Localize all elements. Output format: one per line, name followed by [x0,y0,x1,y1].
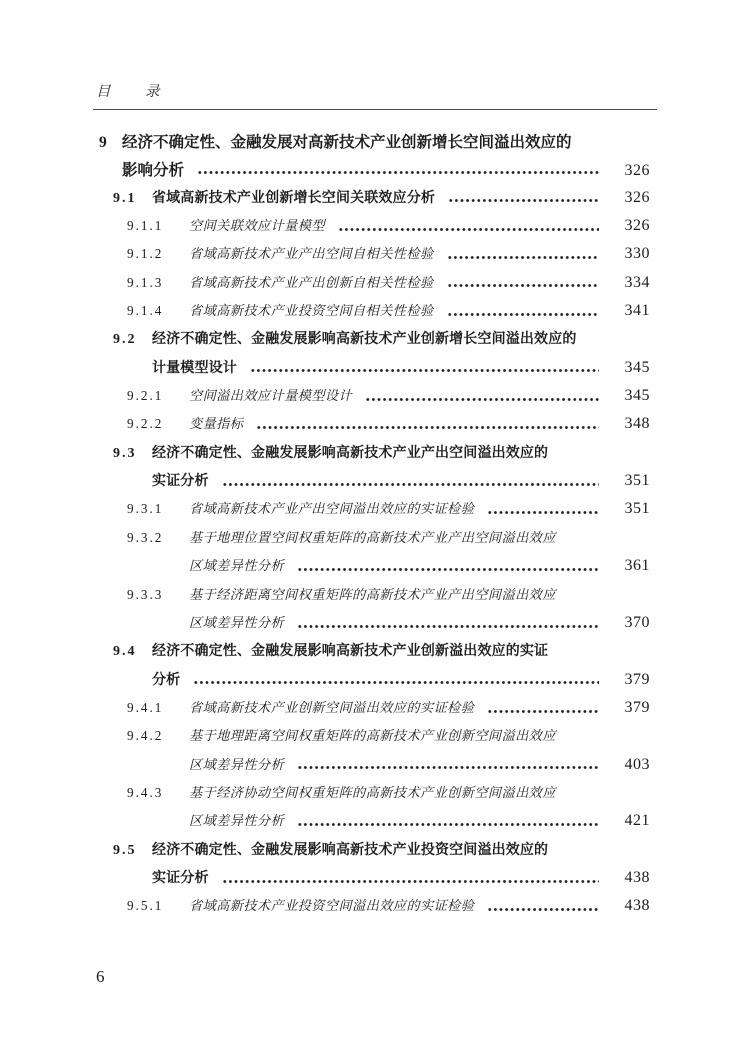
entry-title: 经济不确定性、金融发展影响高新技术产业投资空间溢出效应的 [152,842,549,858]
dot-leader [487,708,599,715]
entry-title: 实证分析 [152,870,209,886]
entry-title: 区域差异性分析 [189,813,285,829]
entry-title: 经济不确定性、金融发展影响高新技术产业产出空间溢出效应的 [152,445,549,461]
entry-page: 326 [624,217,650,235]
entry-title: 基于经济距离空间权重矩阵的高新技术产业产出空间溢出效应 [189,586,556,602]
toc-entry-9-3 [95,442,650,470]
entry-title: 省域高新技术产业投资空间自相关性检验 [189,303,434,319]
entry-number: 9.4 [113,644,137,660]
entry-number: 9.5.1 [127,898,164,914]
entry-page: 351 [624,500,650,518]
entry-title: 计量模型设计 [152,360,237,376]
toc-entry-9 [95,130,650,158]
toc-entry-9-4 [95,640,650,668]
entry-number: 9.3.3 [127,586,164,602]
dot-leader [297,566,599,573]
running-header-title: 目 录 [96,84,162,100]
entry-title: 空间溢出效应计量模型设计 [189,388,353,404]
entry-number: 9.1.1 [127,218,164,234]
toc-entry-9-2-2 [95,413,650,441]
toc-entry-9-3-3-cont [95,612,650,640]
dot-leader [338,226,599,233]
entry-number: 9.2.1 [127,388,164,404]
entry-page: 330 [624,245,650,263]
toc-entry-9-3-2-cont [95,555,650,583]
entry-number: 9.1 [113,190,137,206]
entry-number: 9.4.1 [127,699,164,715]
entry-title: 省域高新技术产业产出空间溢出效应的实证检验 [189,501,475,517]
entry-page: 351 [624,472,650,490]
dot-leader [222,878,599,885]
entry-title: 影响分析 [122,162,185,180]
entry-number: 9.3.2 [127,529,164,545]
toc-list [95,130,650,924]
toc-entry-9-3-3 [95,584,650,612]
toc-entry-9-4-cont [95,669,650,697]
entry-title: 变量指标 [189,416,244,432]
entry-page: 438 [624,897,650,915]
dot-leader [448,197,599,204]
entry-number: 9.3 [113,445,137,461]
entry-page: 403 [624,755,650,773]
dot-leader [222,481,599,488]
entry-number: 9 [99,134,109,151]
entry-page: 421 [624,812,650,830]
entry-title: 区域差异性分析 [189,614,285,630]
entry-title: 经济不确定性、金融发展对高新技术产业创新增长空间溢出效应的 [122,134,572,151]
entry-number: 9.1.4 [127,303,164,319]
entry-page: 345 [624,358,650,376]
entry-page: 361 [624,557,650,575]
entry-title: 省域高新技术产业投资空间溢出效应的实证检验 [189,898,475,914]
toc-entry-9-1 [95,187,650,215]
dot-leader [256,424,599,431]
entry-title: 经济不确定性、金融发展影响高新技术产业创新溢出效应的实证 [152,644,549,660]
entry-page: 345 [624,387,650,405]
dot-leader [297,764,599,771]
header-rule [93,109,657,110]
toc-entry-9-cont [95,158,650,186]
toc-entry-9-4-3-cont [95,810,650,838]
entry-page: 334 [624,273,650,291]
toc-entry-9-3-2 [95,527,650,555]
entry-number: 9.1.3 [127,274,164,290]
toc-entry-9-2-cont [95,357,650,385]
entry-title: 经济不确定性、金融发展影响高新技术产业创新增长空间溢出效应的 [152,332,577,348]
dot-leader [365,396,599,403]
toc-entry-9-1-2 [95,243,650,271]
dot-leader [250,367,599,374]
entry-number: 9.3.1 [127,501,164,517]
toc-entry-9-4-1 [95,697,650,725]
page-number: 6 [96,967,105,986]
entry-number: 9.4.2 [127,728,164,744]
toc-entry-9-4-3 [95,782,650,810]
dot-leader [447,254,599,261]
toc-entry-9-2 [95,328,650,356]
entry-title: 基于地理距离空间权重矩阵的高新技术产业创新空间溢出效应 [189,728,556,744]
entry-title: 省域高新技术产业创新增长空间关联效应分析 [152,190,435,206]
entry-page: 370 [624,613,650,631]
entry-page: 348 [624,415,650,433]
entry-page: 379 [624,698,650,716]
entry-title: 分析 [152,672,181,688]
entry-page: 326 [624,162,650,180]
dot-leader [297,821,599,828]
toc-entry-9-5 [95,839,650,867]
entry-page: 438 [624,868,650,886]
toc-entry-9-3-1 [95,498,650,526]
toc-entry-9-1-1 [95,215,650,243]
toc-entry-9-1-4 [95,300,650,328]
entry-title: 实证分析 [152,474,209,490]
entry-page: 341 [624,302,650,320]
toc-entry-9-1-3 [95,272,650,300]
dot-leader [487,906,599,913]
entry-number: 9.2.2 [127,416,164,432]
entry-number: 9.5 [113,842,137,858]
toc-entry-9-5-1 [95,895,650,923]
toc-entry-9-2-1 [95,385,650,413]
dot-leader [447,311,599,318]
entry-title: 区域差异性分析 [189,558,285,574]
dot-leader [297,623,599,630]
entry-title: 基于地理位置空间权重矩阵的高新技术产业产出空间溢出效应 [189,529,556,545]
entry-title: 区域差异性分析 [189,756,285,772]
dot-leader [197,169,599,176]
entry-title: 省域高新技术产业产出创新自相关性检验 [189,274,434,290]
dot-leader [447,282,599,289]
toc-entry-9-4-2 [95,725,650,753]
entry-title: 空间关联效应计量模型 [189,218,325,234]
entry-title: 省域高新技术产业创新空间溢出效应的实证检验 [189,699,475,715]
toc-entry-9-5-cont [95,867,650,895]
dot-leader [193,679,599,686]
entry-page: 326 [624,188,650,206]
toc-entry-9-3-cont [95,470,650,498]
entry-number: 9.1.2 [127,246,164,262]
toc-entry-9-4-2-cont [95,754,650,782]
entry-title: 省域高新技术产业产出空间自相关性检验 [189,246,434,262]
entry-number: 9.4.3 [127,784,164,800]
entry-page: 379 [624,670,650,688]
entry-number: 9.2 [113,332,137,348]
dot-leader [487,509,599,516]
entry-title: 基于经济协动空间权重矩阵的高新技术产业创新空间溢出效应 [189,784,556,800]
